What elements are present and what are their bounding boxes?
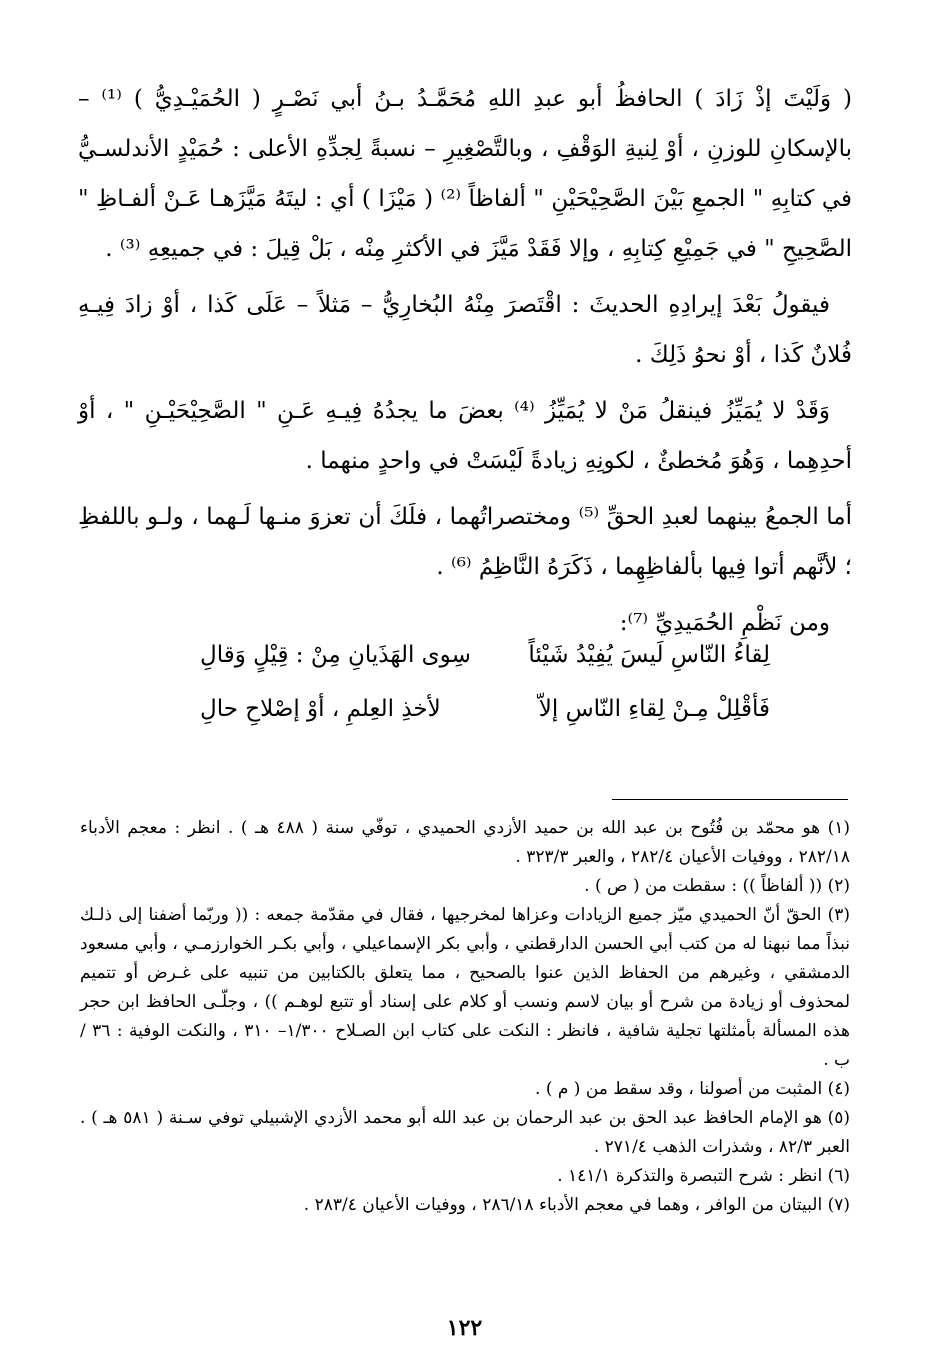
- footnote-5: (٥) هو الإمام الحافظ عبد الحق بن عبد الرحمان بن عبد الله أبو محمد الأزدي الإشبيلي توفي سـنة ( ٥٨١ هـ ) . العبر ٨٢/٣ ، وشذرات الذهب ٢٧١/٤ .: [80, 1108, 850, 1157]
- page-number: ١٢٢: [446, 1315, 483, 1341]
- paragraph-5: ومن نَظْمِ الحُمَيدِيِّ ⁽⁷⁾:: [619, 610, 830, 636]
- verse-1-second-hemistich: سِوى الهَذَيانِ مِنْ : قِيْلٍ وَقالِ: [200, 642, 471, 668]
- main-text: [78, 74, 852, 654]
- paragraph-3: وَقَدْ لا يُمَيِّزُ فينقلُ مَنْ لا يُمَيِّزُ ⁽⁴⁾ بعضَ ما يجدُهُ فِيـهِ عَـنِ " الصَّحِيْحَيْـنِ " ، أوْ أحدِهِما ، وَهُوَ مُخطئٌ ، لكونِهِ زيادةً لَيْسَتْ في واحدٍ منهما .: [78, 398, 852, 474]
- verse-line-2: [200, 682, 770, 736]
- paragraph-4: أما الجمعُ بينهما لعبدِ الحقِّ ⁽⁵⁾ ومختصراتُهما ، فلَكَ أن تعزوَ منـها لَـهما ، ولـو باللفظِ ؛ لأنَّهم أتوا فِيها بألفاظِهِما ، ذَكَرَهُ النَّاظِمُ ⁽⁶⁾ .: [78, 504, 853, 580]
- footnote-7: (٧) البيتان من الوافر ، وهما في معجم الأدباء ٢٨٦/١٨ ، ووفيات الأعيان ٢٨٣/٤ .: [303, 1195, 850, 1215]
- footnote-separator: [612, 799, 848, 800]
- verse-line-1: [200, 628, 770, 682]
- footnote-3: (٣) الحقّ أنّ الحميدي ميّز جميع الزيادات وعزاها لمخرجيها ، فقال في مقدّمة جمعه : (( وربّما أضفنا إلى ذلـك نبذاً مما نبهنا له من كتب أبي الحسن الدارقطني ، وأبي بكر الإسماعيلي ، وأبي بكـر الخوارزمـي ، وأبي مسعود الدمشقي ، وغيرهم من الحفاظ الذين عنوا بالصحيح ، مما يتعلق بالكتابين من تنبيه على غـرض أو تتميم لمحذوف أو زيادة من شرح أو بيان لاسم ونسب أو كلام على إسناد أو تتبع لوهـم )) ، وجلّـى الحافظ ابن حجر هذه المسألة بأمثلتها تجلية شافية ، فانظر : النكت على كتاب ابن الصـلاح ١/٣٠٠– ٣١٠ ، والنكت الوفية : ٣٦ / ب .: [80, 905, 851, 1070]
- verse-2-first-hemistich: فَأقْلِلْ مِـنْ لِقاءِ النّاسِ إلاّ: [538, 696, 770, 722]
- poem-verses: [200, 628, 770, 736]
- verse-1-first-hemistich: لِقاءُ النّاسِ لَيسَ يُفِيْدُ شَيْئاً: [528, 642, 770, 668]
- paragraph-2: فيقولُ بَعْدَ إيرادِهِ الحديثَ : اقْتَصرَ مِنْهُ البُخارِيُّ – مَثلاً – عَلَى كَذا ، أوْ زادَ فِيـهِ فُلانٌ كَذا ، أوْ نحوُ ذَلِكَ .: [78, 292, 852, 368]
- footnote-1: (١) هو محمّد بن فُتُوح بن عبد الله بن حميد الأزدي الحميدي ، توفّي سنة ( ٤٨٨ هـ ) . انظر : معجم الأدباء ٢٨٢/١٨ ، ووفيات الأعيان ٢٨٢/٤ ، والعبر ٣٢٣/٣ .: [80, 818, 850, 867]
- footnotes: [80, 814, 850, 1220]
- paragraph-1: ( وَلَيْتَ إذْ زَادَ ) الحافظُ أبو عبدِ اللهِ مُحَمَّـدُ بـنُ أبي نَصْـرٍ ( الحُمَيْـدِيُّ ) ⁽¹⁾ – بالإسكانِ للوزنِ ، أوْ لِنيةِ الوَقْفِ ، وبالتَّصْغِيرِ – نسبةً لِجدِّهِ الأعلى : حُمَيْدٍ الأندلسـيُّ في كتابِهِ " الجمعِ بَيْنَ الصَّحِيْحَيْنِ " ألفاظاً ⁽²⁾ ( مَيْزَا ) أي : ليتَهُ مَيَّزَهـا عَـنْ ألفـاظِ " الصَّحِيحِ " في جَمِيْعِ كِتابِهِ ، وإلا فَقَدْ مَيَّزَ في الأكثرِ مِنْه ، بَلْ قِيلَ : في جميعِهِ ⁽³⁾ .: [78, 86, 852, 262]
- footnote-2: (٢) (( ألفاظاً )) : سقطت من ( ص ) .: [584, 876, 850, 896]
- footnote-4: (٤) المثبت من أصولنا ، وقد سقط من ( م ) .: [535, 1079, 850, 1099]
- verse-2-second-hemistich: لأخذِ العِلمِ ، أوْ إصْلاحِ حالِ: [200, 696, 441, 722]
- footnote-6: (٦) انظر : شرح التبصرة والتذكرة ١٤١/١ .: [557, 1166, 850, 1186]
